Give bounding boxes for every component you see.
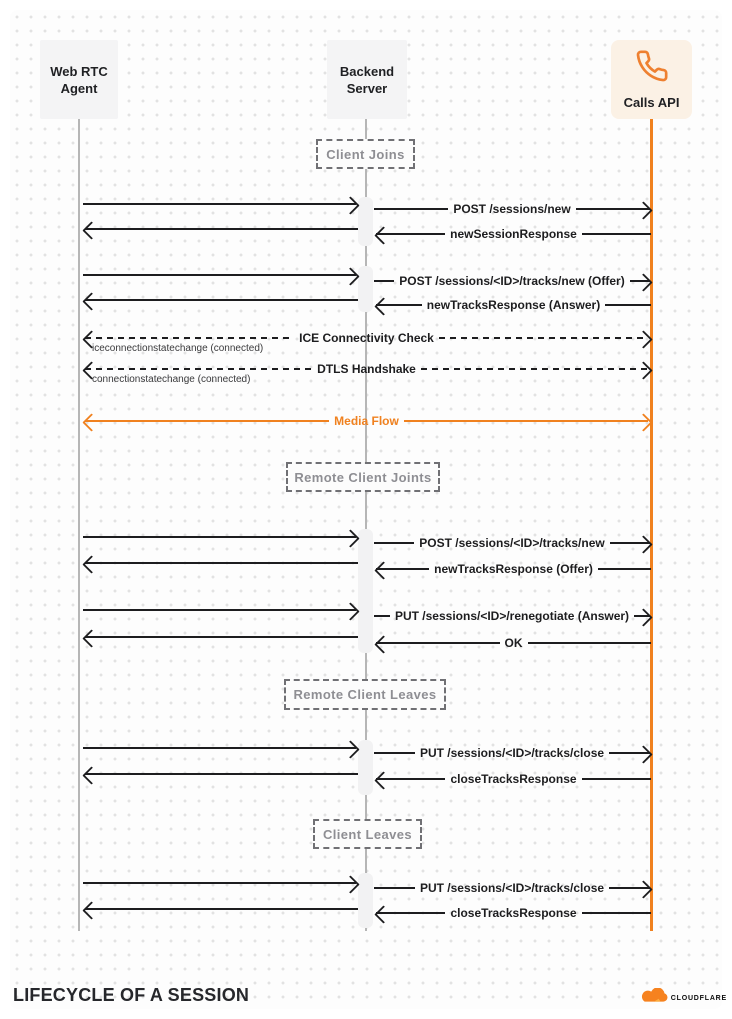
actor-label: Backend Server [339, 63, 395, 96]
message-line [85, 908, 358, 911]
activation-bar [358, 873, 373, 928]
actor-label: Web RTC Agent [50, 63, 108, 96]
actor-backend-server [327, 40, 407, 119]
message-row [374, 535, 650, 552]
message-line [85, 420, 329, 423]
message-line [439, 337, 648, 340]
message-label: newTracksResponse (Offer) [434, 562, 593, 576]
message-label: closeTracksResponse [450, 906, 577, 920]
message-line [83, 882, 356, 885]
message-row [376, 297, 651, 314]
message-label: POST /sessions/<ID>/tracks/new [419, 536, 605, 550]
message-line [83, 274, 356, 277]
message-line [85, 368, 312, 371]
message-line [85, 773, 358, 776]
message-row [374, 201, 650, 218]
message-row [85, 413, 648, 430]
event-sublabel: connectionstatechange (connected) [92, 374, 251, 385]
message-line [598, 568, 651, 571]
cloudflare-wordmark: CLOUDFLARE [670, 995, 727, 1002]
message-line [404, 420, 648, 423]
message-line [421, 368, 648, 371]
message-label: newTracksResponse (Answer) [426, 298, 601, 312]
activation-bar [358, 740, 373, 795]
message-line [376, 642, 500, 645]
cloudflare-logo [640, 988, 727, 1009]
message-line [85, 337, 294, 340]
phase-box [284, 679, 446, 710]
message-line [605, 304, 651, 307]
message-row [374, 880, 650, 897]
message-row [376, 561, 651, 578]
message-label: POST /sessions/<ID>/tracks/new (Offer) [399, 274, 625, 288]
message-label: newSessionResponse [450, 227, 577, 241]
message-line [374, 752, 415, 755]
phase-label: Client Leaves [322, 826, 412, 842]
message-line [83, 536, 356, 539]
message-row [374, 273, 650, 290]
message-line [83, 747, 356, 750]
phase-label: Remote Client Joints [294, 469, 432, 485]
phase-box [313, 819, 422, 849]
message-label: DTLS Handshake [317, 362, 416, 376]
message-line [374, 887, 415, 890]
message-line [374, 542, 414, 545]
message-row [376, 905, 651, 922]
lifeline-web-rtc-agent [78, 119, 80, 931]
message-label: PUT /sessions/<ID>/renegotiate (Answer) [394, 609, 630, 623]
message-row [374, 745, 650, 762]
message-line [582, 912, 651, 915]
message-line [83, 609, 356, 612]
cloudflare-cloud-icon [640, 988, 668, 1009]
activation-bar [358, 266, 373, 312]
message-label: POST /sessions/new [453, 202, 571, 216]
phase-box [286, 462, 440, 492]
message-row [376, 771, 651, 788]
message-line [83, 203, 356, 206]
message-label: Media Flow [334, 414, 399, 428]
actor-calls-api [611, 40, 692, 119]
message-line [374, 280, 394, 283]
message-row [376, 635, 651, 652]
message-label: ICE Connectivity Check [299, 331, 434, 345]
message-row [374, 608, 650, 625]
message-row [376, 226, 651, 243]
message-line [582, 778, 651, 781]
page-title: LIFECYCLE OF A SESSION [13, 985, 250, 1005]
message-line [374, 208, 448, 211]
message-line [85, 299, 358, 302]
message-line [582, 233, 651, 236]
event-sublabel: iceconnectionstatechange (connected) [92, 343, 264, 354]
activation-bar [358, 529, 373, 653]
message-line [85, 228, 358, 231]
activation-bar [358, 197, 373, 246]
phase-label: Client Joins [326, 146, 405, 162]
message-label: OK [504, 636, 523, 650]
phase-box [316, 139, 415, 169]
actor-web-rtc-agent [40, 40, 118, 119]
actor-label: Calls API [623, 94, 680, 110]
message-label: closeTracksResponse [450, 772, 577, 786]
message-line [528, 642, 652, 645]
message-line [374, 615, 390, 618]
message-label: PUT /sessions/<ID>/tracks/close [419, 881, 605, 895]
message-line [85, 636, 358, 639]
phone-icon [635, 49, 669, 87]
message-line [85, 562, 358, 565]
message-label: PUT /sessions/<ID>/tracks/close [419, 746, 605, 760]
phase-label: Remote Client Leaves [293, 687, 437, 702]
